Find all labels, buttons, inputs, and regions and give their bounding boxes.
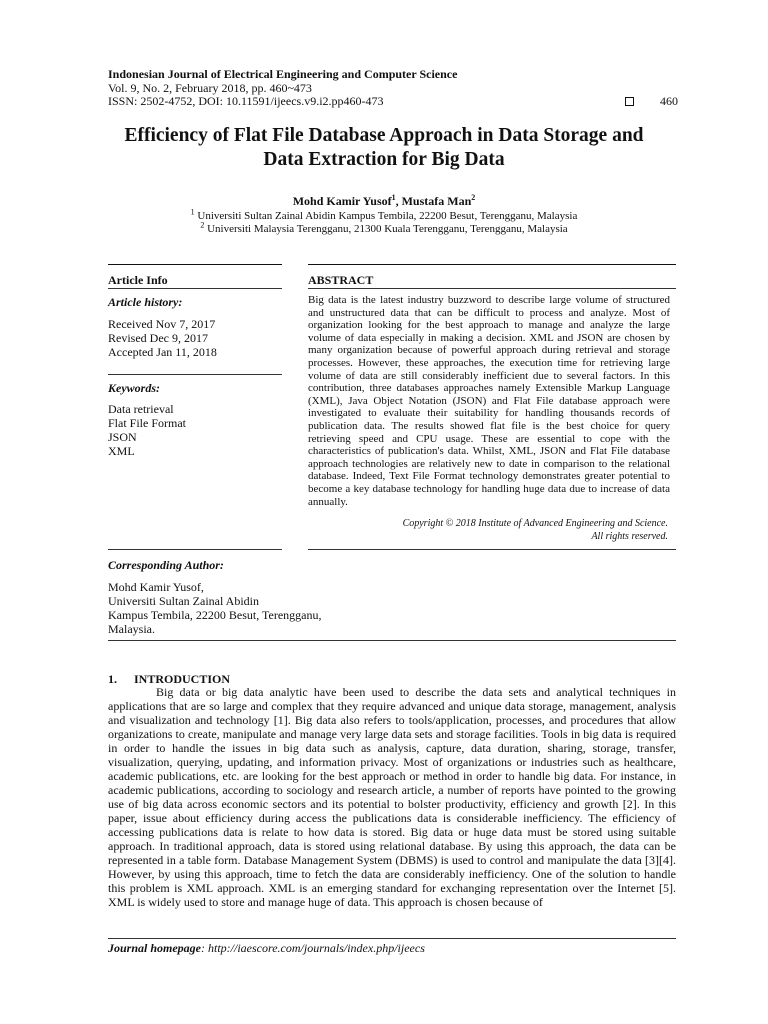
- volume-line: Vol. 9, No. 2, February 2018, pp. 460~473: [108, 80, 312, 95]
- journal-homepage: Journal homepage: http://iaescore.com/journals/index.php/ijeecs: [108, 941, 425, 955]
- front-matter-bottom-rule: [108, 640, 676, 641]
- abstract-bottom-rule: [308, 549, 676, 550]
- title-line-2: Data Extraction for Big Data: [263, 149, 505, 170]
- square-bullet-icon: [625, 97, 634, 106]
- author-1: Mohd Kamir Yusof: [292, 194, 392, 208]
- keyword-item: XML: [108, 444, 135, 458]
- keyword-item: JSON: [108, 430, 137, 444]
- section-number: 1.: [108, 672, 117, 686]
- authors: [80, 194, 688, 209]
- article-info-top-rule: [108, 264, 282, 265]
- author-separator: ,: [395, 194, 402, 208]
- introduction-paragraph: Big data or big data analytic have been used to describe the data sets and analytical techniques in applications that are so large and complex that they require advanced and unique data storage, management, analysis and visualization and technology [1]. Big data also refers to tools/application, processes, and procedures that allow organizations to create, manipulate and manage very large data sets and storage facilities. Tools in big data is required in order to handle the issues in big data such as analysis, capture, data duration, sharing, storage, transfer, visualization, querying, updating, and information privacy. Most of organizations or industries such as healthcare, academic publications, etc. are looking for the best approach or method in order to handle big data. For instance, in academic publications, according to sociology and research article, a number of reports have pointed to the growing use of big data across economic sectors and its potential to bolster productivity, efficiency and growth [2]. In this paper, issue about efficiency during access the publications data is considerable inefficiency. The efficiency of accessing publications data is relate to how data is stored. Big data or huge data must be stored using suitable approach. In traditional approach, data is stored using relational database. By using this approach, the data can be represented in a table form. Database Management System (DBMS) is used to control and manipulate the data [3][4]. However, by using this approach, time to fetch the data are considerably inefficiency. One of the solution to handle this problem is XML approach. XML is an emerging standard for exchanging representation over the Internet [5]. XML is widely used to store and manage huge of data. This approach is chosen because of: [108, 685, 676, 909]
- keyword-item: Data retrieval: [108, 402, 174, 416]
- keywords-label: Keywords:: [108, 381, 160, 395]
- corresponding-line: Kampus Tembila, 22200 Besut, Terengganu,: [108, 608, 322, 622]
- affiliation-1-mark: 1: [190, 207, 195, 217]
- revised-date: Revised Dec 9, 2017: [108, 331, 208, 345]
- copyright-line-2: All rights reserved.: [591, 531, 668, 542]
- abstract-top-rule: [308, 264, 676, 265]
- author-2: Mustafa Man: [401, 194, 472, 208]
- history-divider: [108, 374, 282, 375]
- running-header: [108, 68, 680, 109]
- article-history-label: Article history:: [108, 295, 183, 309]
- affiliation-2-text: Universiti Malaysia Terengganu, 21300 Kuala Terengganu, Terengganu, Malaysia: [207, 223, 568, 235]
- journal-name: Indonesian Journal of Electrical Engineering and Computer Science: [108, 67, 458, 81]
- abstract-heading: ABSTRACT: [308, 273, 374, 287]
- affiliation-2-mark: 2: [200, 220, 205, 230]
- issn-doi: ISSN: 2502-4752, DOI: 10.11591/ijeecs.v9.i2.pp460-473: [108, 94, 384, 108]
- article-info-heading: Article Info: [108, 273, 168, 287]
- abstract-heading-rule: [308, 288, 676, 289]
- section-title: INTRODUCTION: [134, 672, 231, 686]
- footer-rule: [108, 938, 676, 939]
- paper-title: [90, 124, 678, 172]
- copyright-line-1: Copyright © 2018 Institute of Advanced Engineering and Science.: [402, 518, 668, 529]
- keyword-item: Flat File Format: [108, 416, 186, 430]
- issn-row: [108, 95, 680, 109]
- author-1-affil-mark: 1: [391, 193, 396, 202]
- corresponding-line: Mohd Kamir Yusof,: [108, 580, 204, 594]
- received-date: Received Nov 7, 2017: [108, 317, 216, 331]
- corresponding-line: Universiti Sultan Zainal Abidin: [108, 594, 259, 608]
- journal-homepage-link[interactable]: http://iaescore.com/journals/index.php/ijeecs: [208, 941, 425, 955]
- article-info-bottom-rule: [108, 549, 282, 550]
- affiliation-1: [80, 207, 688, 223]
- affiliation-2: [80, 220, 688, 236]
- author-2-affil-mark: 2: [471, 193, 476, 202]
- journal-homepage-label: Journal homepage: [108, 941, 202, 955]
- page-number: 460: [660, 94, 678, 108]
- abstract-text: Big data is the latest industry buzzword to describe large volume of structured and unstructured data that can be difficult to process and analyze. Most of organization looking for the best approach to manage and analyze the large volume of data especially in making a decision. XML and JSON are chosen by many organization because of powerful approach during retrieval and storage processes. However, these approaches, the execution time for retrieving large volume of data are still considerably inefficient due to several factors. In this contribution, three databases approaches namely Extensible Markup Language (XML), Java Object Notation (JSON) and Flat File database approach were investigated to evaluate their suitability for handling thousands records of publication data. The results showed flat file is the best choice for query retrieving speed and CPU usage. These are essential to cope with the characteristics of publication's data. Whilst, XML, JSON and Flat File database approach technologies are relatively new to date in comparison to the relational database. Indeed, Text File Format technology demonstrates greater potential to become a key database technology for handling huge data due to increase of data annually.: [308, 294, 670, 508]
- article-info-heading-rule: [108, 288, 282, 289]
- corresponding-line: Malaysia.: [108, 622, 155, 636]
- title-line-1: Efficiency of Flat File Database Approach in Data Storage and: [124, 125, 644, 146]
- corresponding-author-label: Corresponding Author:: [108, 558, 224, 572]
- affiliation-1-text: Universiti Sultan Zainal Abidin Kampus Tembila, 22200 Besut, Terengganu, Malaysia: [197, 210, 578, 222]
- accepted-date: Accepted Jan 11, 2018: [108, 345, 217, 359]
